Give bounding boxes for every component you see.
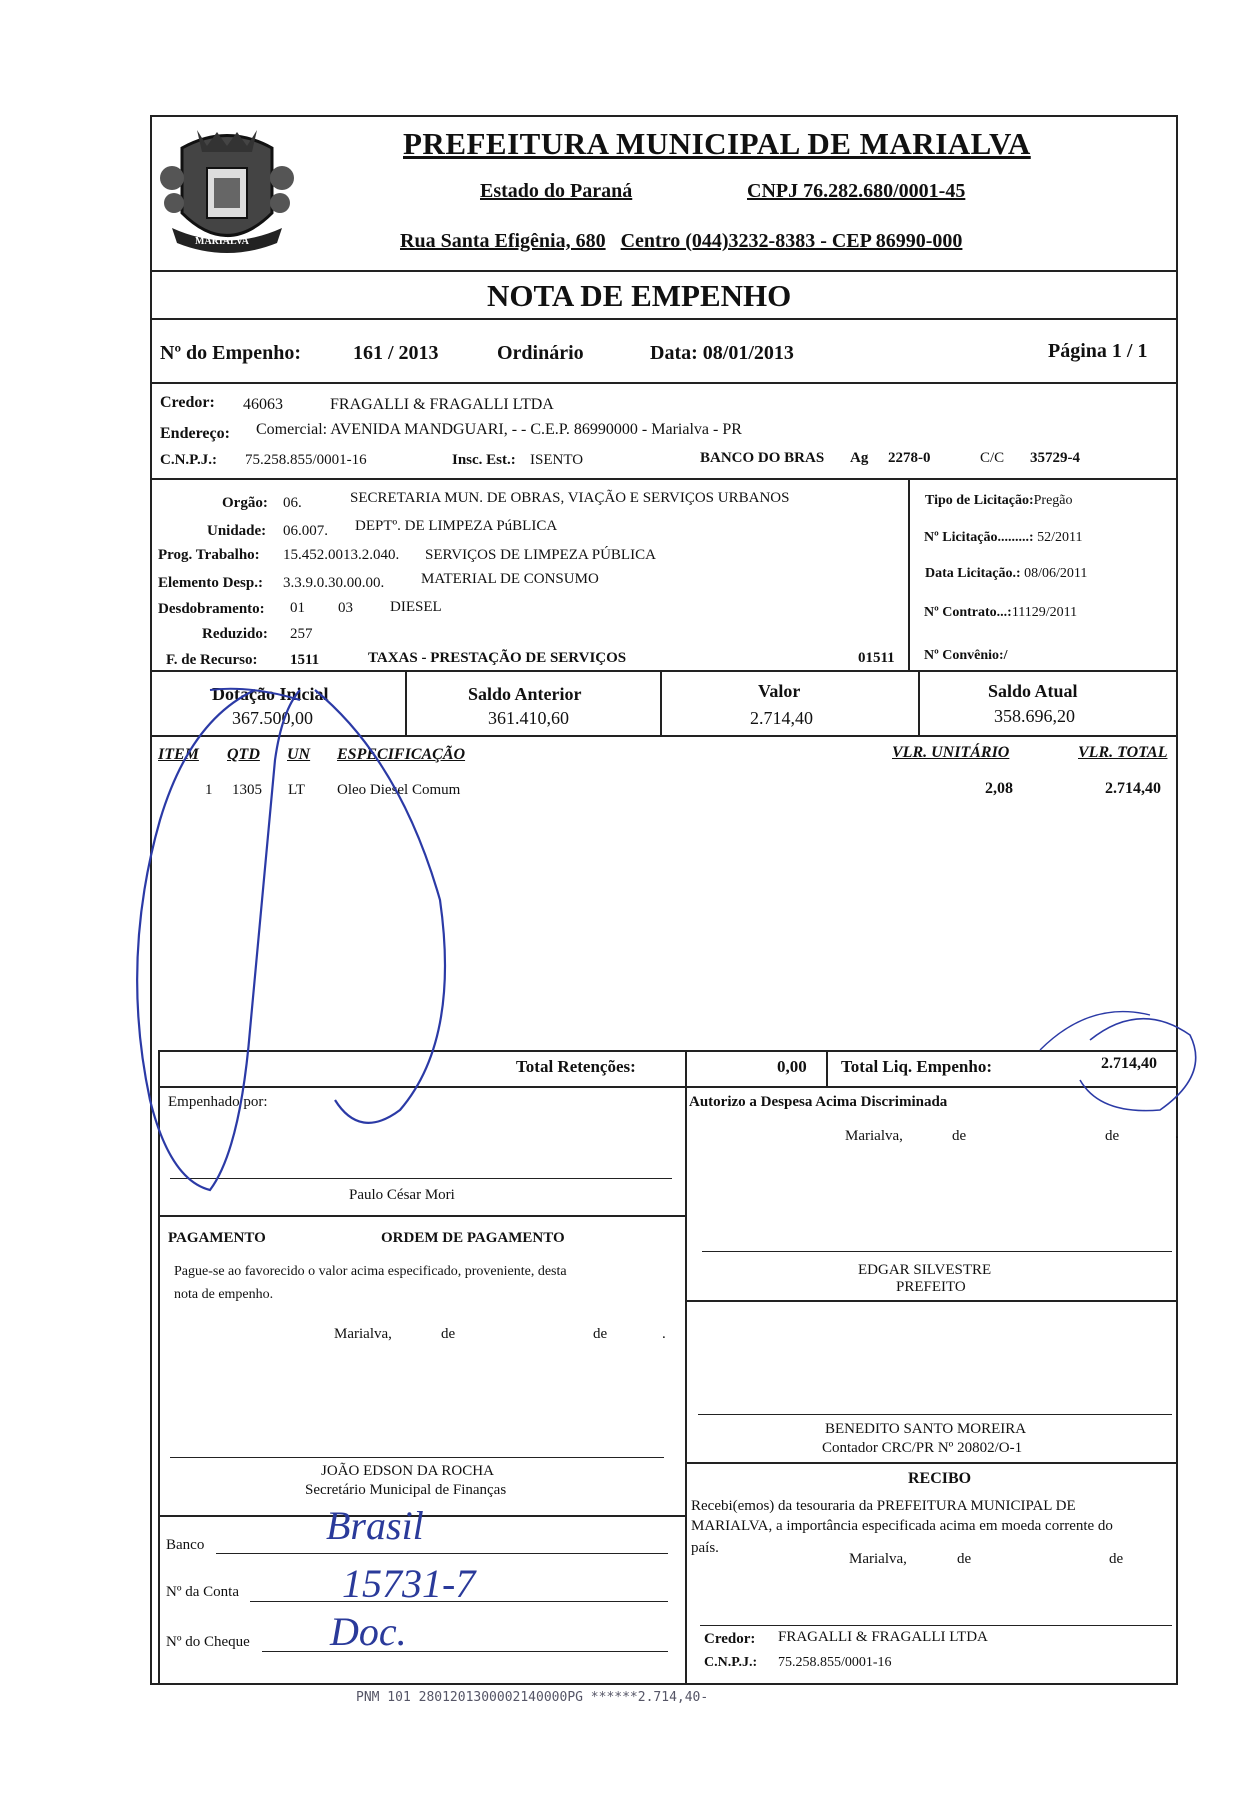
autorizo-label: Autorizo a Despesa Acima Discriminada — [689, 1094, 948, 1110]
anterior-label: Saldo Anterior — [468, 684, 582, 704]
recibo-de2: de — [1109, 1551, 1124, 1567]
col-item: ITEM — [158, 746, 199, 763]
liquido-label: Total Liq. Empenho: — [841, 1057, 992, 1076]
divider-saldo-3 — [918, 670, 920, 735]
header-address — [400, 230, 962, 253]
header-address-street: Rua Santa Efigênia, 680 — [400, 230, 606, 252]
red-value: 257 — [290, 626, 313, 642]
conta-label: Nº da Conta — [166, 1584, 239, 1600]
unidade-name: DEPTº. DE LIMPEZA PúBLICA — [355, 518, 558, 534]
col-qtd: QTD — [227, 746, 260, 763]
divider-contador — [685, 1462, 1178, 1464]
divider-empenho — [150, 382, 1178, 384]
banco-handwritten: Brasil — [326, 1503, 424, 1548]
autorizo-city: Marialva, — [845, 1128, 903, 1144]
liquido-value: 2.714,40 — [1101, 1055, 1157, 1072]
secretario-role: Secretário Municipal de Finanças — [305, 1482, 507, 1498]
rec-code2: 01511 — [858, 650, 895, 666]
dotacao-label: Dotação Inicial — [212, 684, 329, 704]
row-item: 1 — [205, 782, 213, 798]
prefeito-name: EDGAR SILVESTRE — [858, 1262, 992, 1278]
desd-b: 03 — [338, 600, 353, 616]
conta-handwritten: 15731-7 — [342, 1561, 476, 1606]
divider-totals-2 — [826, 1050, 828, 1086]
desd-label: Desdobramento: — [158, 601, 265, 617]
autorizo-de1: de — [952, 1128, 967, 1144]
header-address-phone: Centro (044)3232-8383 - CEP 86990-000 — [620, 230, 963, 252]
credor-code: 46063 — [243, 396, 283, 413]
unidade-label: Unidade: — [207, 523, 267, 539]
doc-title: NOTA DE EMPENHO — [487, 278, 792, 313]
signature-line-secretario — [170, 1457, 664, 1458]
empenhado-label: Empenhado por: — [168, 1094, 268, 1110]
divider-saldo-1 — [405, 670, 407, 735]
col-un: UN — [287, 746, 311, 763]
tipo-value: Pregão — [1033, 493, 1073, 508]
divider-header — [150, 270, 1178, 272]
divider-prefeito — [685, 1300, 1178, 1302]
contador-name: BENEDITO SANTO MOREIRA — [825, 1421, 1027, 1437]
prefeito-role: PREFEITO — [896, 1279, 966, 1295]
recibo-city: Marialva, — [849, 1551, 907, 1567]
divider-totals-bottom — [158, 1086, 1178, 1088]
atual-value: 358.696,20 — [994, 706, 1075, 726]
desd-name: DIESEL — [390, 599, 442, 615]
recibo-text1: Recebi(emos) da tesouraria da PREFEITURA MUNICIPAL DE — [691, 1498, 1076, 1514]
tipo-label: Tipo de Licitação: — [925, 493, 1034, 508]
anterior-value: 361.410,60 — [488, 708, 569, 728]
orgao-label: Orgão: — [222, 495, 268, 511]
credor-label: Credor: — [160, 394, 215, 411]
divider-classif-vertical — [908, 478, 910, 670]
insc-value: ISENTO — [530, 452, 584, 468]
divider-saldo-2 — [660, 670, 662, 735]
divider-saldos — [150, 735, 1178, 737]
empenhado-name: Paulo César Mori — [349, 1187, 455, 1203]
credor-name: FRAGALLI & FRAGALLI LTDA — [330, 396, 554, 413]
divider-left-inner — [158, 1050, 160, 1685]
credor-footer-cnpj-label: C.N.P.J.: — [704, 1655, 758, 1670]
red-label: Reduzido: — [202, 626, 268, 642]
desd-a: 01 — [290, 600, 305, 616]
retencoes-value: 0,00 — [777, 1057, 807, 1076]
contrato — [924, 605, 1077, 621]
row-qtd: 1305 — [232, 782, 262, 798]
secretario-name: JOÃO EDSON DA ROCHA — [321, 1463, 494, 1479]
credor-address: Comercial: AVENIDA MANDGUARI, - - C.E.P. 86990000 - Marialva - PR — [256, 421, 742, 438]
divider-credor — [150, 478, 1178, 480]
valor-value: 2.714,40 — [750, 708, 813, 728]
cheque-label: Nº do Cheque — [166, 1634, 250, 1650]
signature-line-empenhado — [170, 1178, 672, 1179]
row-un: LT — [288, 782, 305, 798]
header-cnpj: CNPJ 76.282.680/0001-45 — [747, 180, 966, 202]
cheque-handwritten: Doc. — [330, 1609, 407, 1654]
credor-footer-label: Credor: — [704, 1631, 756, 1647]
recibo-text3: país. — [691, 1540, 719, 1556]
banco-label: Banco — [166, 1537, 205, 1553]
empenho-type: Ordinário — [497, 342, 584, 364]
num-licitacao — [924, 530, 1082, 546]
banco-line — [216, 1553, 668, 1554]
header-state: Estado do Paraná — [480, 180, 633, 202]
dotacao-value: 367.500,00 — [232, 708, 313, 728]
signature-line-recibo — [700, 1625, 1172, 1626]
pagamento-de2: de — [593, 1326, 608, 1342]
empenho-label: Nº do Empenho: — [160, 342, 302, 364]
pagamento-dot: . — [662, 1326, 666, 1342]
elem-code: 3.3.9.0.30.00.00. — [283, 575, 385, 591]
orgao-code: 06. — [283, 495, 302, 511]
data-value: 08/06/2011 — [1024, 566, 1088, 581]
pagamento-label: PAGAMENTO — [168, 1230, 266, 1246]
contrato-label: Nº Contrato...: — [924, 605, 1012, 620]
num-value: 52/2011 — [1037, 530, 1083, 545]
col-total: VLR. TOTAL — [1078, 744, 1168, 761]
credor-footer-cnpj: 75.258.855/0001-16 — [778, 1655, 892, 1670]
pagamento-city: Marialva, — [334, 1326, 392, 1342]
data-licitacao — [925, 566, 1087, 582]
contrato-value: 11129/2011 — [1011, 605, 1078, 620]
recibo-de1: de — [957, 1551, 972, 1567]
num-label: Nº Licitação.........: — [924, 530, 1034, 545]
divider-classif — [150, 670, 1178, 672]
signature-line-contador — [698, 1414, 1172, 1415]
footer-code: PNM 101 2801201300002140000PG ******2.714,40- — [356, 1690, 709, 1705]
address-label: Endereço: — [160, 425, 230, 442]
ag-value: 2278-0 — [888, 450, 931, 466]
divider-totals-1 — [685, 1050, 687, 1086]
atual-label: Saldo Atual — [988, 681, 1078, 701]
autorizo-dot: . — [1175, 1126, 1179, 1142]
seal-text: MARIALVA — [195, 236, 249, 247]
prog-label: Prog. Trabalho: — [158, 547, 260, 563]
convenio-label: Nº Convênio:/ — [924, 648, 1008, 663]
orgao-name: SECRETARIA MUN. DE OBRAS, VIAÇÃO E SERVIÇOS URBANOS — [350, 490, 790, 506]
col-unit: VLR. UNITÁRIO — [892, 744, 1010, 761]
valor-label: Valor — [758, 681, 801, 701]
divider-totals-top — [158, 1050, 1178, 1052]
rec-label: F. de Recurso: — [166, 652, 258, 668]
cc-value: 35729-4 — [1030, 450, 1080, 466]
bank-name: BANCO DO BRAS — [700, 450, 825, 466]
recibo-text2: MARIALVA, a importância especificada acima em moeda corrente do — [691, 1518, 1113, 1534]
data-label: Data Licitação.: — [925, 566, 1021, 581]
elem-name: MATERIAL DE CONSUMO — [421, 571, 599, 587]
header-title: PREFEITURA MUNICIPAL DE MARIALVA — [403, 126, 1031, 161]
pagamento-text2: nota de empenho. — [174, 1287, 274, 1302]
tipo-licitacao — [925, 493, 1073, 509]
retencoes-label: Total Retenções: — [516, 1057, 636, 1076]
prog-name: SERVIÇOS DE LIMPEZA PÚBLICA — [425, 547, 656, 563]
pagamento-text1: Pague-se ao favorecido o valor acima especificado, proveniente, desta — [174, 1264, 567, 1279]
divider-title — [150, 318, 1178, 320]
row-esp: Oleo Diesel Comum — [337, 782, 461, 798]
pagamento-de1: de — [441, 1326, 456, 1342]
recibo-title: RECIBO — [908, 1470, 972, 1487]
col-esp: ESPECIFICAÇÃO — [337, 746, 466, 763]
row-unit: 2,08 — [985, 780, 1013, 797]
cheque-line — [262, 1651, 668, 1652]
empenho-number: 161 / 2013 — [353, 342, 439, 364]
ag-label: Ag — [850, 450, 869, 466]
empenho-page: Página 1 / 1 — [1048, 340, 1148, 362]
prog-code: 15.452.0013.2.040. — [283, 547, 400, 563]
rec-code: 1511 — [290, 652, 320, 668]
elem-label: Elemento Desp.: — [158, 575, 263, 591]
autorizo-de2: de — [1105, 1128, 1120, 1144]
insc-label: Insc. Est.: — [452, 452, 516, 468]
row-total: 2.714,40 — [1105, 780, 1161, 797]
contador-role: Contador CRC/PR Nº 20802/O-1 — [822, 1440, 1023, 1456]
rec-name: TAXAS - PRESTAÇÃO DE SERVIÇOS — [368, 650, 627, 666]
credor-footer-name: FRAGALLI & FRAGALLI LTDA — [778, 1629, 988, 1645]
ordem-label: ORDEM DE PAGAMENTO — [381, 1230, 565, 1246]
cnpj-label: C.N.P.J.: — [160, 452, 217, 468]
divider-empenhado — [158, 1215, 685, 1217]
credor-cnpj: 75.258.855/0001-16 — [245, 452, 367, 468]
divider-lower-vertical — [685, 1086, 687, 1685]
cc-label: C/C — [980, 450, 1005, 466]
empenho-date: Data: 08/01/2013 — [650, 342, 794, 364]
unidade-code: 06.007. — [283, 523, 328, 539]
signature-line-prefeito — [702, 1251, 1172, 1252]
